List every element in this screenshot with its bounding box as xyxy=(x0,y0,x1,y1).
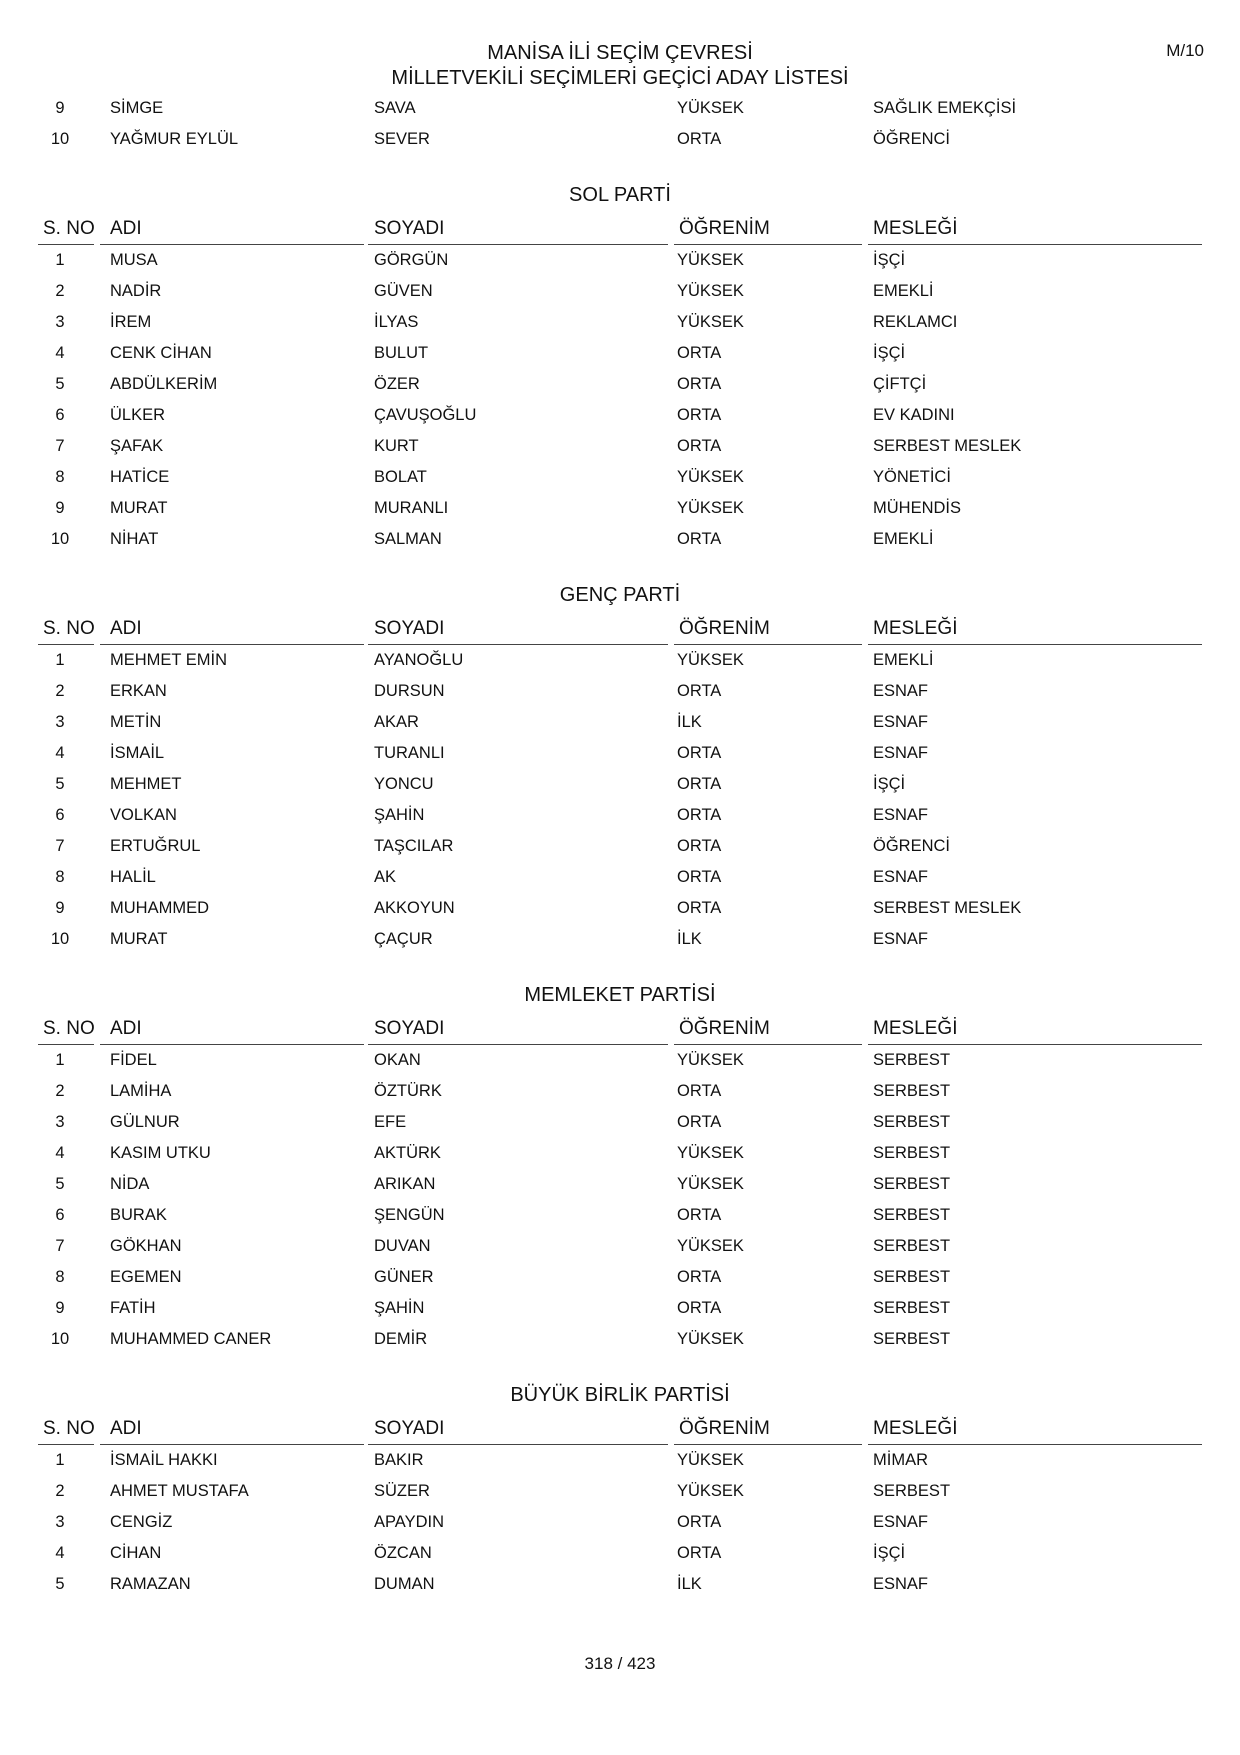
cell-ogrenim: YÜKSEK xyxy=(677,468,744,486)
cell-meslek: SERBEST xyxy=(873,1113,951,1131)
cell-meslek: ESNAF xyxy=(873,868,929,886)
cell-soyadi: TURANLI xyxy=(374,744,445,762)
cell-adi: NADİR xyxy=(110,282,162,300)
candidate-row xyxy=(38,1139,1202,1170)
cell-soyadi: DURSUN xyxy=(374,682,445,700)
table-header xyxy=(38,214,1202,246)
cell-ogrenim: YÜKSEK xyxy=(677,1330,744,1348)
cell-no: 8 xyxy=(55,868,65,886)
cell-no: 5 xyxy=(55,375,65,393)
candidate-row xyxy=(38,1446,1202,1477)
cell-ogrenim: ORTA xyxy=(677,344,722,362)
party-title: BÜYÜK BİRLİK PARTİSİ xyxy=(510,1384,730,1406)
candidate-row xyxy=(38,832,1202,863)
cell-meslek: İŞÇİ xyxy=(873,251,906,269)
cell-ogrenim: İLK xyxy=(677,930,702,948)
cell-adi: VOLKAN xyxy=(110,806,177,824)
header-underline xyxy=(38,1444,94,1445)
cell-soyadi: TAŞCILAR xyxy=(374,837,454,855)
cell-soyadi: YONCU xyxy=(374,775,434,793)
cell-ogrenim: ORTA xyxy=(677,375,722,393)
candidate-row xyxy=(38,863,1202,894)
candidate-row xyxy=(38,925,1202,956)
cell-no: 2 xyxy=(55,282,65,300)
cell-adi: GÜLNUR xyxy=(110,1113,180,1131)
candidate-row xyxy=(38,1508,1202,1539)
column-header-ogrenim: ÖĞRENİM xyxy=(679,618,770,639)
cell-adi: HATİCE xyxy=(110,468,170,486)
cell-ogrenim: ORTA xyxy=(677,406,722,424)
column-header-soyadi: SOYADI xyxy=(374,618,445,639)
cell-ogrenim: İLK xyxy=(677,713,702,731)
cell-ogrenim: YÜKSEK xyxy=(677,1051,744,1069)
table-header xyxy=(38,1014,1202,1046)
cell-adi: CENK CİHAN xyxy=(110,344,212,362)
cell-no: 5 xyxy=(55,1575,65,1593)
cell-ogrenim: ORTA xyxy=(677,775,722,793)
header-underline xyxy=(368,644,668,645)
cell-adi: ERTUĞRUL xyxy=(110,837,201,855)
header-underline xyxy=(100,1044,364,1045)
page-number: 318 / 423 xyxy=(584,1654,656,1673)
page-header xyxy=(0,41,1240,91)
cell-soyadi: ARIKAN xyxy=(374,1175,436,1193)
cell-no: 6 xyxy=(55,1206,65,1224)
cell-ogrenim: ORTA xyxy=(677,437,722,455)
header-underline xyxy=(368,1444,668,1445)
header-underline xyxy=(100,644,364,645)
column-header-meslek: MESLEĞİ xyxy=(873,618,958,639)
column-header-no: S. NO xyxy=(43,1018,95,1039)
cell-soyadi: SALMAN xyxy=(374,530,442,548)
cell-no: 10 xyxy=(50,530,70,548)
cell-no: 2 xyxy=(55,682,65,700)
page-subtitle: MİLLETVEKİLİ SEÇİMLERİ GEÇİCİ ADAY LİSTESİ xyxy=(391,67,849,89)
cell-adi: İSMAİL xyxy=(110,744,165,762)
cell-adi: YAĞMUR EYLÜL xyxy=(110,130,239,148)
cell-ogrenim: ORTA xyxy=(677,1513,722,1531)
cell-ogrenim: ORTA xyxy=(677,1268,722,1286)
cell-soyadi: AYANOĞLU xyxy=(374,651,464,669)
party-title: GENÇ PARTİ xyxy=(559,584,681,606)
cell-no: 1 xyxy=(55,1451,65,1469)
cell-ogrenim: YÜKSEK xyxy=(677,313,744,331)
cell-soyadi: AKKOYUN xyxy=(374,899,455,917)
header-underline xyxy=(100,244,364,245)
cell-soyadi: ÇAÇUR xyxy=(374,930,433,948)
table-header xyxy=(38,1414,1202,1446)
table-header xyxy=(38,614,1202,646)
cell-no: 9 xyxy=(55,499,65,517)
cell-no: 2 xyxy=(55,1082,65,1100)
cell-no: 6 xyxy=(55,806,65,824)
candidate-row xyxy=(38,1477,1202,1508)
column-header-soyadi: SOYADI xyxy=(374,1018,445,1039)
candidate-row xyxy=(38,401,1202,432)
cell-no: 9 xyxy=(55,899,65,917)
cell-adi: AHMET MUSTAFA xyxy=(110,1482,249,1500)
cell-no: 4 xyxy=(55,1144,65,1162)
header-underline xyxy=(38,644,94,645)
candidate-row xyxy=(38,1539,1202,1570)
candidate-row xyxy=(38,1232,1202,1263)
cell-meslek: SERBEST xyxy=(873,1175,951,1193)
cell-ogrenim: ORTA xyxy=(677,530,722,548)
candidate-row xyxy=(38,339,1202,370)
cell-adi: CENGİZ xyxy=(110,1513,173,1531)
cell-meslek: İŞÇİ xyxy=(873,1544,906,1562)
cell-meslek: SERBEST MESLEK xyxy=(873,899,1022,917)
candidate-row xyxy=(38,308,1202,339)
cell-soyadi: GÖRGÜN xyxy=(374,251,449,269)
column-header-meslek: MESLEĞİ xyxy=(873,1418,958,1439)
cell-meslek: REKLAMCI xyxy=(873,313,958,331)
cell-adi: MEHMET EMİN xyxy=(110,651,228,669)
cell-meslek: SERBEST MESLEK xyxy=(873,437,1022,455)
cell-soyadi: AK xyxy=(374,868,397,886)
cell-ogrenim: YÜKSEK xyxy=(677,1451,744,1469)
cell-ogrenim: YÜKSEK xyxy=(677,99,744,117)
cell-ogrenim: İLK xyxy=(677,1575,702,1593)
cell-adi: ŞAFAK xyxy=(110,437,164,455)
cell-meslek: SAĞLIK EMEKÇİSİ xyxy=(873,99,1017,117)
cell-meslek: İŞÇİ xyxy=(873,775,906,793)
cell-meslek: SERBEST xyxy=(873,1051,951,1069)
cell-meslek: SERBEST xyxy=(873,1206,951,1224)
column-header-soyadi: SOYADI xyxy=(374,218,445,239)
cell-adi: CİHAN xyxy=(110,1544,162,1562)
party-title: MEMLEKET PARTİSİ xyxy=(524,984,716,1006)
cell-ogrenim: YÜKSEK xyxy=(677,1175,744,1193)
cell-soyadi: SAVA xyxy=(374,99,416,117)
cell-meslek: SERBEST xyxy=(873,1082,951,1100)
cell-ogrenim: ORTA xyxy=(677,1113,722,1131)
cell-no: 10 xyxy=(50,930,70,948)
cell-no: 10 xyxy=(50,130,70,148)
cell-adi: FATİH xyxy=(110,1299,156,1317)
column-header-ogrenim: ÖĞRENİM xyxy=(679,1018,770,1039)
cell-adi: ERKAN xyxy=(110,682,167,700)
cell-no: 5 xyxy=(55,1175,65,1193)
cell-meslek: İŞÇİ xyxy=(873,344,906,362)
header-underline xyxy=(368,1044,668,1045)
candidate-row xyxy=(38,1108,1202,1139)
cell-no: 1 xyxy=(55,251,65,269)
cell-adi: RAMAZAN xyxy=(110,1575,191,1593)
cell-ogrenim: YÜKSEK xyxy=(677,1482,744,1500)
cell-adi: SİMGE xyxy=(110,99,164,117)
cell-adi: BURAK xyxy=(110,1206,167,1224)
cell-meslek: ESNAF xyxy=(873,682,929,700)
cell-soyadi: DEMİR xyxy=(374,1330,428,1348)
candidate-row xyxy=(38,1170,1202,1201)
candidate-row xyxy=(38,246,1202,277)
cell-soyadi: ŞENGÜN xyxy=(374,1206,445,1224)
candidate-row xyxy=(38,739,1202,770)
cell-meslek: ESNAF xyxy=(873,1575,929,1593)
candidate-row xyxy=(38,1263,1202,1294)
cell-soyadi: ÖZER xyxy=(374,375,420,393)
candidate-row xyxy=(38,94,1202,125)
cell-soyadi: AKAR xyxy=(374,713,419,731)
column-header-meslek: MESLEĞİ xyxy=(873,218,958,239)
column-header-adi: ADI xyxy=(110,1418,142,1439)
cell-soyadi: DUMAN xyxy=(374,1575,435,1593)
cell-adi: İREM xyxy=(110,313,152,331)
header-underline xyxy=(368,244,668,245)
candidate-row xyxy=(38,463,1202,494)
candidate-row xyxy=(38,125,1202,156)
cell-no: 6 xyxy=(55,406,65,424)
candidate-row xyxy=(38,1294,1202,1325)
cell-soyadi: OKAN xyxy=(374,1051,421,1069)
cell-ogrenim: ORTA xyxy=(677,130,722,148)
cell-ogrenim: ORTA xyxy=(677,1082,722,1100)
cell-soyadi: KURT xyxy=(374,437,419,455)
cell-adi: KASIM UTKU xyxy=(110,1144,211,1162)
candidate-row xyxy=(38,1046,1202,1077)
header-underline xyxy=(868,1044,1202,1045)
cell-soyadi: ŞAHİN xyxy=(374,806,425,824)
column-header-adi: ADI xyxy=(110,618,142,639)
column-header-adi: ADI xyxy=(110,1018,142,1039)
candidate-row xyxy=(38,1201,1202,1232)
section-gap xyxy=(38,956,1202,976)
cell-meslek: ESNAF xyxy=(873,930,929,948)
cell-soyadi: BOLAT xyxy=(374,468,427,486)
column-header-no: S. NO xyxy=(43,618,95,639)
cell-ogrenim: YÜKSEK xyxy=(677,651,744,669)
cell-no: 9 xyxy=(55,99,65,117)
header-underline xyxy=(100,1444,364,1445)
cell-no: 3 xyxy=(55,1113,65,1131)
candidate-row xyxy=(38,494,1202,525)
cell-soyadi: DUVAN xyxy=(374,1237,431,1255)
cell-meslek: SERBEST xyxy=(873,1330,951,1348)
column-header-adi: ADI xyxy=(110,218,142,239)
cell-adi: MURAT xyxy=(110,499,168,517)
cell-ogrenim: ORTA xyxy=(677,837,722,855)
cell-adi: HALİL xyxy=(110,868,156,886)
candidate-row xyxy=(38,1570,1202,1601)
cell-meslek: SERBEST xyxy=(873,1268,951,1286)
cell-no: 5 xyxy=(55,775,65,793)
cell-no: 4 xyxy=(55,1544,65,1562)
cell-meslek: EMEKLİ xyxy=(873,282,934,300)
section-gap xyxy=(38,556,1202,576)
cell-soyadi: ÖZTÜRK xyxy=(374,1082,442,1100)
cell-ogrenim: ORTA xyxy=(677,1544,722,1562)
cell-ogrenim: ORTA xyxy=(677,1299,722,1317)
cell-adi: METİN xyxy=(110,713,162,731)
header-underline xyxy=(674,1444,862,1445)
cell-meslek: ESNAF xyxy=(873,806,929,824)
candidate-lists xyxy=(38,94,1202,1601)
column-header-no: S. NO xyxy=(43,218,95,239)
cell-ogrenim: ORTA xyxy=(677,1206,722,1224)
header-underline xyxy=(868,244,1202,245)
candidate-row xyxy=(38,1325,1202,1356)
cell-soyadi: GÜNER xyxy=(374,1268,434,1286)
cell-meslek: ÖĞRENCİ xyxy=(873,130,951,148)
candidate-row xyxy=(38,525,1202,556)
cell-adi: LAMİHA xyxy=(110,1082,172,1100)
cell-soyadi: BULUT xyxy=(374,344,429,362)
header-underline xyxy=(674,1044,862,1045)
section-gap xyxy=(38,1356,1202,1376)
cell-adi: MUSA xyxy=(110,251,158,269)
cell-ogrenim: ORTA xyxy=(677,744,722,762)
cell-no: 8 xyxy=(55,1268,65,1286)
header-underline xyxy=(674,644,862,645)
cell-no: 4 xyxy=(55,344,65,362)
page-title: MANİSA İLİ SEÇİM ÇEVRESİ xyxy=(487,42,753,64)
cell-ogrenim: ORTA xyxy=(677,682,722,700)
cell-soyadi: ÖZCAN xyxy=(374,1544,432,1562)
header-underline xyxy=(868,644,1202,645)
column-header-ogrenim: ÖĞRENİM xyxy=(679,1418,770,1439)
cell-adi: MUHAMMED xyxy=(110,899,209,917)
cell-ogrenim: ORTA xyxy=(677,806,722,824)
cell-meslek: SERBEST xyxy=(873,1299,951,1317)
candidate-row xyxy=(38,277,1202,308)
cell-adi: İSMAİL HAKKI xyxy=(110,1451,218,1469)
column-header-soyadi: SOYADI xyxy=(374,1418,445,1439)
column-header-ogrenim: ÖĞRENİM xyxy=(679,218,770,239)
cell-no: 1 xyxy=(55,651,65,669)
cell-meslek: ESNAF xyxy=(873,1513,929,1531)
cell-ogrenim: ORTA xyxy=(677,868,722,886)
cell-meslek: SERBEST xyxy=(873,1482,951,1500)
candidate-row xyxy=(38,1077,1202,1108)
cell-meslek: MİMAR xyxy=(873,1451,928,1469)
cell-soyadi: BAKIR xyxy=(374,1451,424,1469)
candidate-row xyxy=(38,677,1202,708)
cell-soyadi: ŞAHİN xyxy=(374,1299,425,1317)
column-header-no: S. NO xyxy=(43,1418,95,1439)
cell-no: 3 xyxy=(55,313,65,331)
cell-adi: ABDÜLKERİM xyxy=(110,375,218,393)
cell-soyadi: AKTÜRK xyxy=(374,1144,441,1162)
cell-adi: MUHAMMED CANER xyxy=(110,1330,272,1348)
candidate-row xyxy=(38,432,1202,463)
cell-meslek: EMEKLİ xyxy=(873,651,934,669)
candidate-row xyxy=(38,646,1202,677)
cell-no: 9 xyxy=(55,1299,65,1317)
cell-soyadi: MURANLI xyxy=(374,499,449,517)
page-code: M/10 xyxy=(1166,41,1204,60)
section-gap xyxy=(38,156,1202,176)
cell-no: 7 xyxy=(55,437,65,455)
cell-no: 3 xyxy=(55,1513,65,1531)
cell-adi: MEHMET xyxy=(110,775,182,793)
candidate-row xyxy=(38,801,1202,832)
cell-meslek: ÖĞRENCİ xyxy=(873,837,951,855)
cell-no: 7 xyxy=(55,1237,65,1255)
cell-meslek: SERBEST xyxy=(873,1237,951,1255)
cell-soyadi: İLYAS xyxy=(374,313,419,331)
cell-meslek: MÜHENDİS xyxy=(873,499,962,517)
cell-no: 2 xyxy=(55,1482,65,1500)
candidate-row xyxy=(38,370,1202,401)
header-underline xyxy=(868,1444,1202,1445)
cell-ogrenim: YÜKSEK xyxy=(677,499,744,517)
cell-soyadi: EFE xyxy=(374,1113,407,1131)
cell-adi: NİDA xyxy=(110,1175,150,1193)
column-header-meslek: MESLEĞİ xyxy=(873,1018,958,1039)
cell-soyadi: SÜZER xyxy=(374,1482,430,1500)
header-underline xyxy=(674,244,862,245)
cell-no: 1 xyxy=(55,1051,65,1069)
header-underline xyxy=(38,244,94,245)
cell-adi: NİHAT xyxy=(110,530,159,548)
cell-meslek: ESNAF xyxy=(873,713,929,731)
cell-meslek: EMEKLİ xyxy=(873,530,934,548)
cell-soyadi: APAYDIN xyxy=(374,1513,444,1531)
party-title: SOL PARTİ xyxy=(569,184,671,206)
cell-meslek: ÇİFTÇİ xyxy=(873,375,927,393)
cell-adi: EGEMEN xyxy=(110,1268,182,1286)
cell-no: 3 xyxy=(55,713,65,731)
cell-meslek: EV KADINI xyxy=(873,406,955,424)
cell-no: 10 xyxy=(50,1330,70,1348)
cell-meslek: SERBEST xyxy=(873,1144,951,1162)
cell-adi: ÜLKER xyxy=(110,406,166,424)
cell-soyadi: SEVER xyxy=(374,130,430,148)
cell-ogrenim: YÜKSEK xyxy=(677,282,744,300)
cell-no: 7 xyxy=(55,837,65,855)
candidate-row xyxy=(38,770,1202,801)
candidate-row xyxy=(38,894,1202,925)
header-underline xyxy=(38,1044,94,1045)
cell-soyadi: GÜVEN xyxy=(374,282,433,300)
cell-ogrenim: YÜKSEK xyxy=(677,1144,744,1162)
cell-no: 8 xyxy=(55,468,65,486)
cell-adi: GÖKHAN xyxy=(110,1237,182,1255)
cell-meslek: YÖNETİCİ xyxy=(873,468,951,486)
cell-ogrenim: YÜKSEK xyxy=(677,251,744,269)
cell-meslek: ESNAF xyxy=(873,744,929,762)
candidate-row xyxy=(38,708,1202,739)
cell-soyadi: ÇAVUŞOĞLU xyxy=(374,406,477,424)
cell-adi: FİDEL xyxy=(110,1051,157,1069)
cell-ogrenim: ORTA xyxy=(677,899,722,917)
cell-adi: MURAT xyxy=(110,930,168,948)
cell-ogrenim: YÜKSEK xyxy=(677,1237,744,1255)
cell-no: 4 xyxy=(55,744,65,762)
